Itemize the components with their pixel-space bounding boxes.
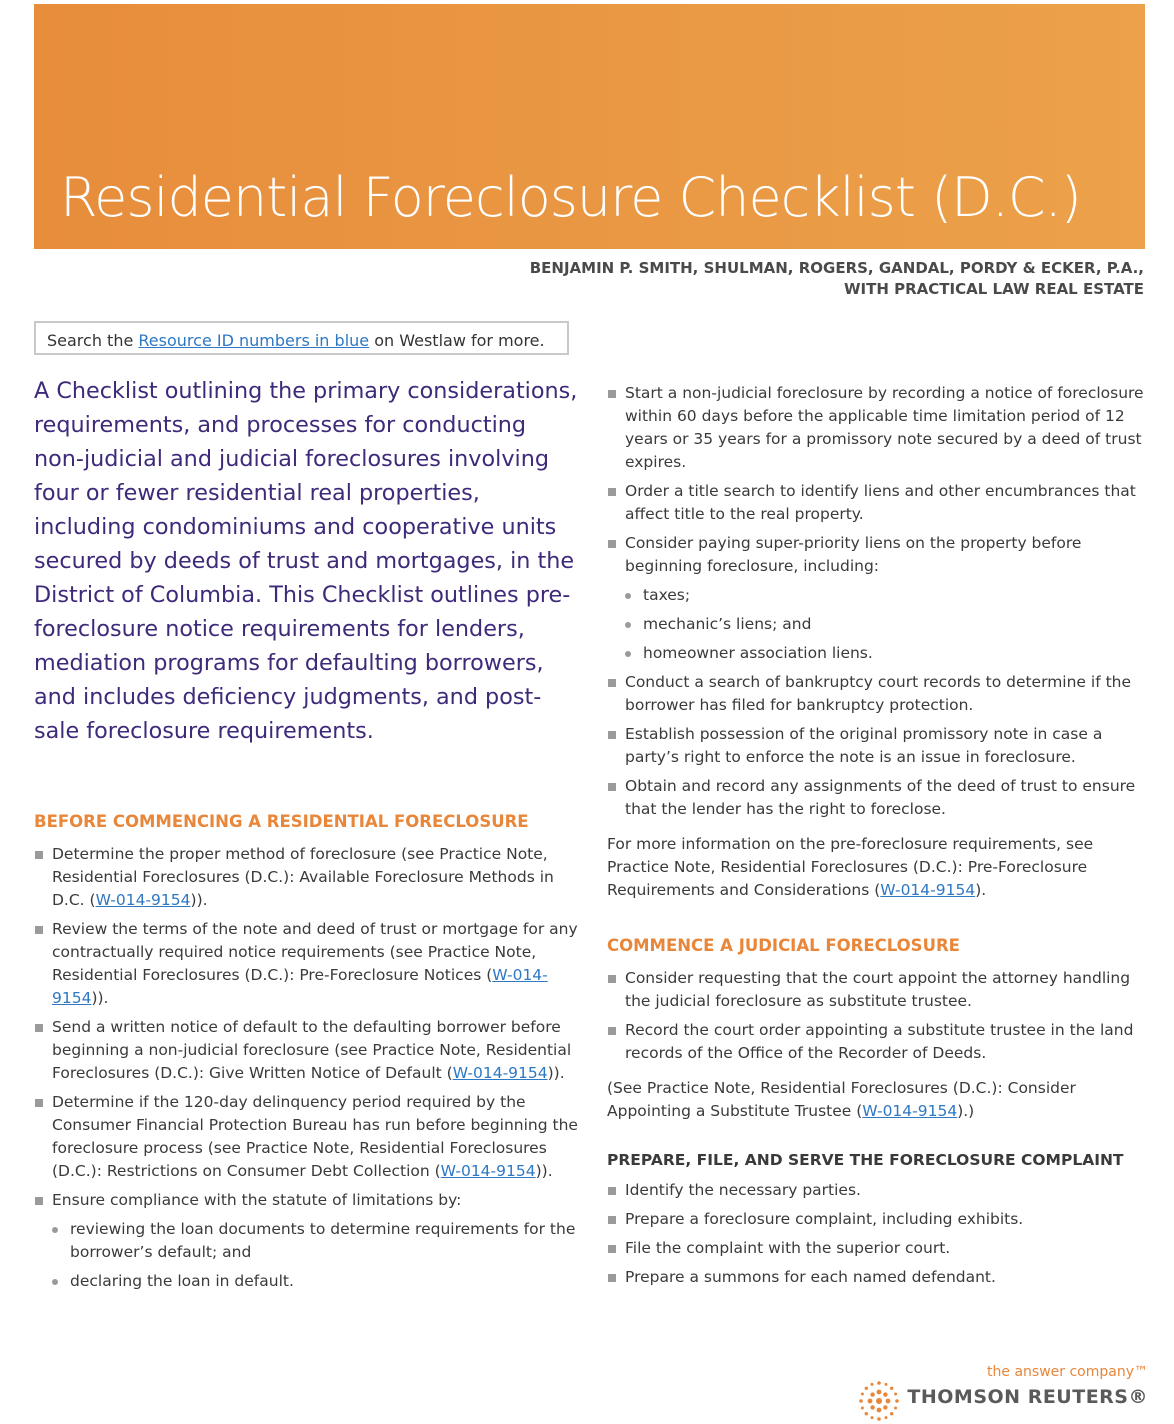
resource-link[interactable]: W-014-9154 — [52, 966, 548, 1007]
pre-foreclosure-checklist — [607, 382, 1147, 578]
dot-bullet-icon — [625, 651, 631, 657]
square-bullet-icon — [35, 926, 43, 934]
list-item — [607, 1019, 1147, 1065]
square-bullet-icon — [35, 1099, 43, 1107]
judicial-checklist — [607, 967, 1147, 1065]
list-item — [34, 1016, 579, 1085]
search-note-suffix: on Westlaw for more. — [369, 331, 545, 350]
dot-bullet-icon — [625, 622, 631, 628]
sub-item-text: reviewing the loan documents to determine requirements for the borrower’s default; and — [70, 1220, 576, 1261]
resource-link[interactable]: W-014-9154 — [95, 891, 191, 909]
square-bullet-icon — [608, 679, 616, 687]
dot-bullet-icon — [52, 1279, 58, 1285]
dot-bullet-icon — [52, 1227, 58, 1233]
square-bullet-icon — [608, 731, 616, 739]
square-bullet-icon — [608, 1216, 616, 1224]
item-text: Order a title search to identify liens and other encumbrances that affect title to the real property. — [625, 482, 1136, 523]
item-text: Determine the proper method of foreclosure (see Practice Note, Residential Foreclosures (D.C.): Available Foreclosure Methods in D.C. ( — [52, 845, 554, 909]
intro-summary: A Checklist outlining the primary considerations, requirements, and processes for conducting non-judicial and judicial foreclosures involving four or fewer residential real properties, including condominiums and cooperative units secured by deeds of trust and mortgages, in the District of Columbia. This Checklist outlines pre-foreclosure notice requirements for lenders, mediation programs for defaulting borrowers, and includes deficiency judgments, and post-sale foreclosure requirements. — [34, 378, 578, 744]
sub-item-text: homeowner association liens. — [643, 644, 873, 662]
limitations-sublist — [34, 1218, 579, 1293]
author-line-2: WITH PRACTICAL LAW REAL ESTATE — [844, 280, 1144, 298]
page-title: Residential Foreclosure Checklist (D.C.) — [60, 166, 1081, 229]
more-info-text: For more information on the pre-foreclosure requirements, see Practice Note, Residential Foreclosures (D.C.): Pre-Foreclosure Requirements and Considerations ( — [607, 835, 1094, 899]
dot-bullet-icon — [625, 593, 631, 599]
square-bullet-icon — [608, 1245, 616, 1253]
title-banner — [34, 4, 1145, 249]
item-text: Establish possession of the original promissory note in case a party’s right to enforce the note is an issue in foreclosure. — [625, 725, 1103, 766]
item-text: Determine if the 120-day delinquency period required by the Consumer Financial Protection Bureau has run before beginning the foreclosure process (see Practice Note, Residential Foreclosures (D.C.): Restrictions on Consumer Debt Collection ( — [52, 1093, 578, 1180]
left-column — [34, 812, 579, 1299]
brand-name: THOMSON REUTERS® — [907, 1386, 1148, 1408]
item-end: )). — [190, 891, 208, 909]
resource-link[interactable]: W-014-9154 — [440, 1162, 536, 1180]
judicial-note-end: ).) — [957, 1102, 975, 1120]
item-text: Consider requesting that the court appoint the attorney handling the judicial foreclosure as substitute trustee. — [625, 969, 1131, 1010]
item-text: Consider paying super-priority liens on the property before beginning foreclosure, including: — [625, 534, 1082, 575]
square-bullet-icon — [35, 1024, 43, 1032]
pre-foreclosure-checklist-continued — [607, 671, 1147, 821]
tagline: the answer company™ — [987, 1364, 1148, 1380]
list-item — [607, 532, 1147, 578]
square-bullet-icon — [608, 783, 616, 791]
right-column — [607, 382, 1147, 1295]
before-checklist — [34, 843, 579, 1212]
item-text: Send a written notice of default to the defaulting borrower before beginning a non-judicial foreclosure (see Practice Note, Residential Foreclosures (D.C.): Give Written Notice of Default ( — [52, 1018, 572, 1082]
section-heading-complaint: PREPARE, FILE, AND SERVE THE FORECLOSURE COMPLAINT — [607, 1151, 1124, 1169]
list-item — [607, 967, 1147, 1013]
list-item — [607, 480, 1147, 526]
square-bullet-icon — [608, 1274, 616, 1282]
more-info-paragraph — [607, 833, 1147, 902]
author-line-1: BENJAMIN P. SMITH, SHULMAN, ROGERS, GANDAL, PORDY & ECKER, P.A., — [529, 259, 1144, 277]
item-end: )). — [535, 1162, 553, 1180]
item-text: Prepare a foreclosure complaint, including exhibits. — [625, 1210, 1024, 1228]
sub-item-text: declaring the loan in default. — [70, 1272, 294, 1290]
list-item — [607, 671, 1147, 717]
list-item — [607, 775, 1147, 821]
item-text: Ensure compliance with the statute of limitations by: — [52, 1191, 462, 1209]
search-note-prefix: Search the — [47, 331, 139, 350]
square-bullet-icon — [608, 975, 616, 983]
sub-list-item — [607, 584, 1147, 607]
list-item — [34, 843, 579, 912]
resource-link[interactable]: W-014-9154 — [880, 881, 976, 899]
item-text: Obtain and record any assignments of the deed of trust to ensure that the lender has the right to foreclose. — [625, 777, 1136, 818]
item-text: Record the court order appointing a substitute trustee in the land records of the Office of the Recorder of Deeds. — [625, 1021, 1134, 1062]
item-text: Start a non-judicial foreclosure by recording a notice of foreclosure within 60 days before the applicable time limitation period of 12 years or 35 years for a promissory note secured by a deed of trust expires. — [625, 384, 1144, 471]
resource-id-link[interactable]: Resource ID numbers in blue — [138, 331, 370, 350]
list-item — [607, 382, 1147, 474]
list-item — [607, 1208, 1147, 1231]
list-item — [34, 918, 579, 1010]
list-item — [607, 1266, 1147, 1289]
item-end: )). — [91, 989, 109, 1007]
section-heading-before: BEFORE COMMENCING A RESIDENTIAL FORECLOSURE — [34, 812, 529, 831]
square-bullet-icon — [608, 1187, 616, 1195]
item-end: )). — [547, 1064, 565, 1082]
list-item — [607, 1179, 1147, 1202]
search-note-box — [34, 321, 569, 355]
sub-list-item — [34, 1218, 579, 1264]
thomson-reuters-logo — [848, 1362, 1148, 1418]
complaint-checklist — [607, 1179, 1147, 1289]
resource-link[interactable]: W-014-9154 — [452, 1064, 548, 1082]
more-info-end: ). — [975, 881, 987, 899]
item-text: Conduct a search of bankruptcy court records to determine if the borrower has filed for bankruptcy protection. — [625, 673, 1132, 714]
square-bullet-icon — [608, 540, 616, 548]
square-bullet-icon — [608, 390, 616, 398]
list-item — [607, 723, 1147, 769]
list-item — [34, 1189, 579, 1212]
author-byline — [530, 258, 1144, 300]
square-bullet-icon — [35, 851, 43, 859]
item-text: Review the terms of the note and deed of trust or mortgage for any contractually required notice requirements (see Practice Note, Residential Foreclosures (D.C.): Pre-Foreclosure Notices ( — [52, 920, 578, 984]
section-heading-judicial: COMMENCE A JUDICIAL FORECLOSURE — [607, 936, 960, 955]
judicial-note-text: (See Practice Note, Residential Foreclosures (D.C.): Consider Appointing a Substitute Trustee ( — [607, 1079, 1076, 1120]
sub-list-item — [607, 642, 1147, 665]
sub-list-item — [607, 613, 1147, 636]
item-text: Prepare a summons for each named defendant. — [625, 1268, 996, 1286]
list-item — [607, 1237, 1147, 1260]
square-bullet-icon — [608, 488, 616, 496]
thomson-reuters-dot-icon — [856, 1378, 902, 1424]
square-bullet-icon — [608, 1027, 616, 1035]
square-bullet-icon — [35, 1197, 43, 1205]
item-text: File the complaint with the superior court. — [625, 1239, 951, 1257]
liens-sublist — [607, 584, 1147, 665]
judicial-note — [607, 1077, 1147, 1123]
sub-list-item — [34, 1270, 579, 1293]
sub-item-text: mechanic’s liens; and — [643, 615, 812, 633]
list-item — [34, 1091, 579, 1183]
resource-link[interactable]: W-014-9154 — [862, 1102, 958, 1120]
sub-item-text: taxes; — [643, 586, 691, 604]
item-text: Identify the necessary parties. — [625, 1181, 861, 1199]
